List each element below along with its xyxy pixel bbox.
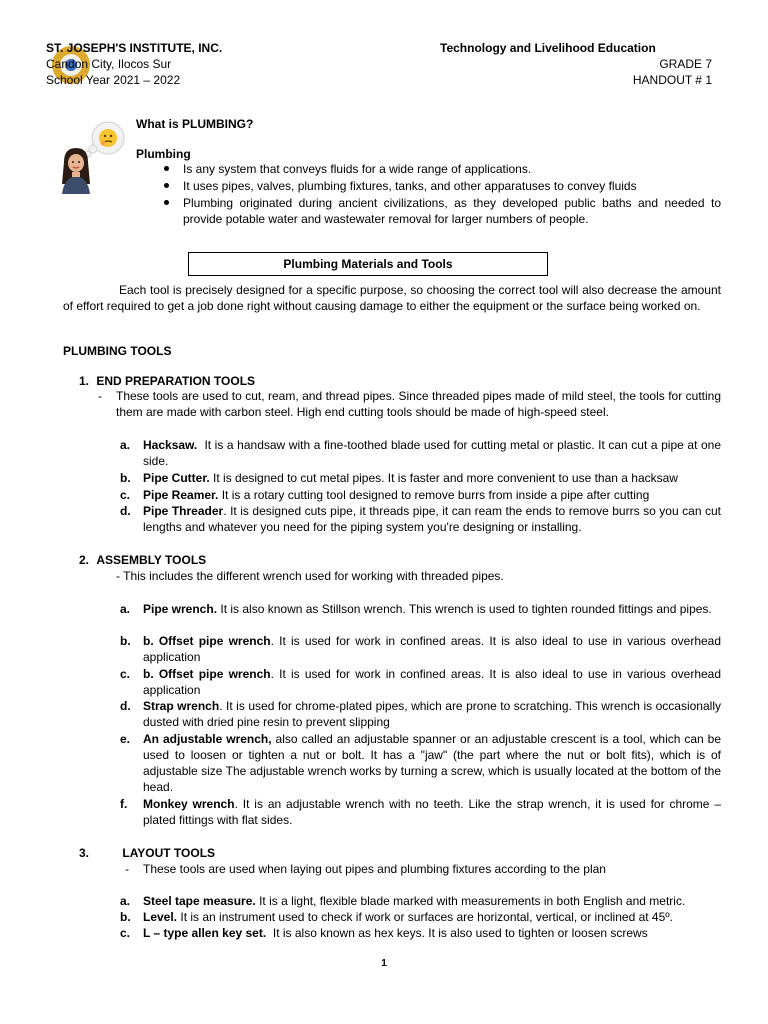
- section-title: ASSEMBLY TOOLS: [96, 553, 207, 567]
- thought-bubble-icon: [85, 122, 124, 157]
- list-item: Plumbing originated during ancient civilizations, as they developed public baths and needed to provide potable water and wastewater removal for larger numbers of people.: [160, 195, 721, 227]
- item-text: It is a rotary cutting tool designed to remove burrs from inside a pipe after cutting: [221, 488, 650, 502]
- section-number: 2.: [79, 553, 90, 567]
- list-item: e. An adjustable wrench, also called an adjustable spanner or an adjustable crescent is a tool, which can be used to loosen or tighten a nut or bolt. It has a "jaw" (the part where the nut or bolt fits), which is of adjustable size The adjustable wrench works by turning a screw, which is usually located at the bottom of the head.: [120, 732, 721, 794]
- section-title: END PREPARATION TOOLS: [96, 374, 256, 388]
- plumbing-definition-list: [160, 161, 721, 227]
- item-term: Level.: [143, 910, 178, 924]
- handout-label: HANDOUT # 1: [632, 73, 712, 87]
- section-number: 3.: [79, 846, 90, 860]
- list-item: a. Hacksaw. It is a handsaw with a fine-toothed blade used for cutting metal or plastic. It can cut a pipe at one side.: [120, 438, 722, 468]
- item-term: Monkey wrench: [143, 797, 235, 811]
- section-1-heading: [79, 373, 255, 389]
- list-item: c. Pipe Reamer. It is a rotary cutting tool designed to remove burrs from inside a pipe after cutting: [120, 488, 650, 502]
- description-text: These tools are used when laying out pipes and plumbing fixtures according to the plan: [143, 862, 606, 876]
- item-term: Pipe Threader: [143, 504, 224, 518]
- item-term: b. Offset pipe wrench: [143, 667, 271, 681]
- list-item: a. Steel tape measure. It is a light, flexible blade marked with measurements in both English and metric.: [120, 894, 686, 908]
- item-text: also called an adjustable spanner or an adjustable crescent is a tool, which can be used to loosen or tighten a nut or bolt. It has a "jaw" (the part where the nut or bolt fits), which is of adjustable size The adjustable wrench works by turning a screw, which is usually located at the bottom of the head.: [143, 732, 721, 794]
- dash-marker: -: [125, 862, 129, 876]
- list-item: c. b. Offset pipe wrench. It is used for work in confined areas. It is also ideal to use in various overhead application: [120, 667, 722, 697]
- intro-question: What is PLUMBING?: [136, 117, 254, 131]
- school-name: ST. JOSEPH'S INSTITUTE, INC.: [46, 41, 223, 55]
- plumbing-tools-heading: PLUMBING TOOLS: [63, 344, 172, 358]
- school-location: Candon City, Ilocos Sur: [46, 57, 172, 71]
- list-item: d. Pipe Threader. It is designed cuts pipe, it threads pipe, it can ream the ends to remove burrs so you can cut lengths and whatever you need for the piping system you're designing or installing.: [120, 504, 722, 534]
- thinking-girl-illustration: [58, 118, 138, 194]
- section-2-description: - This includes the different wrench used for working with threaded pipes.: [116, 569, 504, 583]
- header-left: [46, 40, 306, 88]
- section-2-heading: [79, 552, 206, 568]
- list-item: b. Pipe Cutter. It is designed to cut metal pipes. It is faster and more convenient to use than a hacksaw: [120, 471, 678, 485]
- section-1-description: [98, 388, 721, 420]
- girl-avatar-icon: [62, 148, 90, 194]
- section-3-description: [125, 861, 721, 877]
- box-title: Plumbing Materials and Tools: [283, 257, 453, 271]
- intro-term: Plumbing: [136, 147, 191, 161]
- list-item: It uses pipes, valves, plumbing fixtures, tanks, and other apparatuses to convey fluids: [160, 178, 721, 194]
- list-item: a. Pipe wrench. It is also known as Stillson wrench. This wrench is used to tighten rounded fittings and pipes.: [120, 602, 712, 616]
- intro-paragraph: Each tool is precisely designed for a specific purpose, so choosing the correct tool will also decrease the amount of effort required to get a job done right without causing damage to either the equipment or the surface being worked on.: [63, 283, 721, 313]
- list-item: d. Strap wrench. It is used for chrome-plated pipes, which are prone to scratching. This wrench is occasionally dusted with dried pine resin to prevent slipping: [120, 699, 721, 729]
- item-term: Pipe Reamer.: [143, 488, 219, 502]
- subject-title: Technology and Livelihood Education: [440, 41, 656, 55]
- item-text: . It is an adjustable wrench with no teeth. Like the strap wrench, it is used for chrome – plated fittings with flat sides.: [143, 797, 721, 827]
- list-item: f. Monkey wrench. It is an adjustable wrench with no teeth. Like the strap wrench, it is used for chrome – plated fittings with flat sides.: [120, 797, 721, 827]
- item-text: It is also known as Stillson wrench. This wrench is used to tighten rounded fittings and pipes.: [220, 602, 712, 616]
- item-term: An adjustable wrench,: [143, 732, 272, 746]
- page-number: 1: [381, 958, 387, 969]
- description-text: These tools are used to cut, ream, and thread pipes. Since threaded pipes made of mild steel, the tools for cutting them are made with carbon steel. High end cutting tools should be made of high-speed steel.: [116, 389, 721, 419]
- item-term: Hacksaw.: [143, 438, 198, 452]
- item-term: Pipe Cutter.: [143, 471, 210, 485]
- item-term: Pipe wrench.: [143, 602, 218, 616]
- list-item: Is any system that conveys fluids for a wide range of applications.: [160, 161, 721, 177]
- header-right: [440, 40, 712, 88]
- item-text: It is designed to cut metal pipes. It is faster and more convenient to use than a hacksaw: [213, 471, 678, 485]
- school-year: School Year 2021 – 2022: [46, 73, 181, 87]
- item-text: . It is used for chrome-plated pipes, which are prone to scratching. This wrench is occasionally dusted with dried pine resin to prevent slipping: [143, 699, 721, 729]
- item-text: It is also known as hex keys. It is also used to tighten or loosen screws: [272, 926, 648, 940]
- list-item: b. b. Offset pipe wrench. It is used for work in confined areas. It is also ideal to use in various overhead application: [120, 634, 722, 664]
- item-term: b. Offset pipe wrench: [143, 634, 271, 648]
- list-item: c. L – type allen key set. It is also known as hex keys. It is also used to tighten or loosen screws: [120, 926, 648, 940]
- item-term: L – type allen key set.: [143, 926, 267, 940]
- section-3-heading: [79, 845, 215, 861]
- item-text: . It is designed cuts pipe, it threads pipe, it can ream the ends to remove burrs so you can cut lengths and whatever you need for the piping system you're designing or installing.: [143, 504, 722, 534]
- section-title: LAYOUT TOOLS: [122, 846, 216, 860]
- item-term: Strap wrench: [143, 699, 220, 713]
- item-text: . It is used for work in confined areas. It is also ideal to use in various overhead application: [143, 667, 722, 697]
- dash-marker: -: [98, 389, 102, 403]
- item-text: It is a light, flexible blade marked with measurements in both English and metric.: [259, 894, 686, 908]
- item-text: It is an instrument used to check if work or surfaces are horizontal, vertical, or inclined at 45º.: [180, 910, 673, 924]
- item-text: It is a handsaw with a fine-toothed blade used for cutting metal or plastic. It can cut a pipe at one side.: [143, 438, 722, 468]
- section-number: 1.: [79, 374, 90, 388]
- item-term: Steel tape measure.: [143, 894, 256, 908]
- materials-tools-title-box: [188, 252, 548, 276]
- item-text: . It is used for work in confined areas. It is also ideal to use in various overhead application: [143, 634, 722, 664]
- grade-label: GRADE 7: [659, 57, 712, 71]
- list-item: b. Level. It is an instrument used to check if work or surfaces are horizontal, vertical, or inclined at 45º.: [120, 910, 673, 924]
